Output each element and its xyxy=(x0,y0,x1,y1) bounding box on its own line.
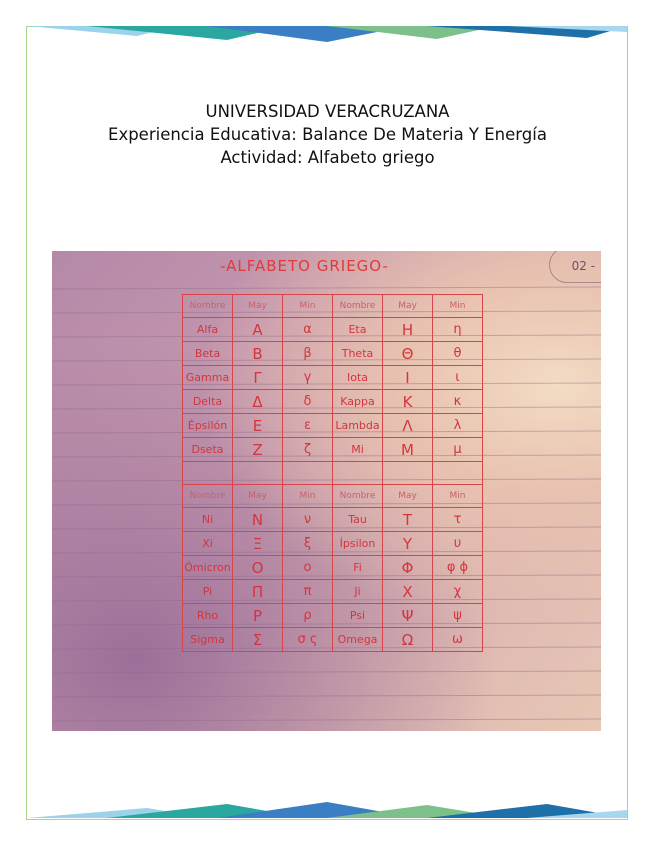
university-name: UNIVERSIDAD VERACRUZANA xyxy=(205,102,450,121)
column-header: May xyxy=(233,295,283,318)
uppercase-letter: N xyxy=(233,508,283,532)
uppercase-letter: Π xyxy=(233,580,283,604)
uppercase-letter: Γ xyxy=(233,366,283,390)
letter-name: Épsilón xyxy=(183,414,233,438)
table-gap-row xyxy=(183,462,483,485)
letter-name: Delta xyxy=(183,390,233,414)
letter-name: Theta xyxy=(333,342,383,366)
uppercase-letter: I xyxy=(383,366,433,390)
greek-alphabet-table xyxy=(182,294,483,652)
letter-name: Beta xyxy=(183,342,233,366)
uppercase-letter: B xyxy=(233,342,283,366)
uppercase-letter: Ψ xyxy=(383,604,433,628)
lowercase-letter: ρ xyxy=(283,604,333,628)
column-header: Min xyxy=(433,295,483,318)
empty-cell xyxy=(283,462,333,485)
lowercase-letter: ι xyxy=(433,366,483,390)
table-row xyxy=(183,342,483,366)
lowercase-letter: χ xyxy=(433,580,483,604)
letter-name: Dseta xyxy=(183,438,233,462)
table-row xyxy=(183,438,483,462)
column-header: May xyxy=(383,485,433,508)
table-row xyxy=(183,604,483,628)
letter-name: Sigma xyxy=(183,628,233,652)
uppercase-letter: Φ xyxy=(383,556,433,580)
column-header: Min xyxy=(433,485,483,508)
column-header: May xyxy=(383,295,433,318)
letter-name: Ípsilon xyxy=(333,532,383,556)
letter-name: Rho xyxy=(183,604,233,628)
table-row xyxy=(183,508,483,532)
sheet-title: -ALFABETO GRIEGO- xyxy=(220,257,389,275)
lowercase-letter: ξ xyxy=(283,532,333,556)
letter-name: Gamma xyxy=(183,366,233,390)
letter-name: Xi xyxy=(183,532,233,556)
letter-name: Ji xyxy=(333,580,383,604)
empty-cell xyxy=(333,462,383,485)
lowercase-letter: τ xyxy=(433,508,483,532)
uppercase-letter: K xyxy=(383,390,433,414)
table-row xyxy=(183,414,483,438)
uppercase-letter: Δ xyxy=(233,390,283,414)
letter-name: Alfa xyxy=(183,318,233,342)
lowercase-letter: α xyxy=(283,318,333,342)
column-header: Min xyxy=(283,295,333,318)
uppercase-letter: O xyxy=(233,556,283,580)
table-row xyxy=(183,556,483,580)
lowercase-letter: λ xyxy=(433,414,483,438)
letter-name: Ómicron xyxy=(183,556,233,580)
uppercase-letter: A xyxy=(233,318,283,342)
lowercase-letter: ψ xyxy=(433,604,483,628)
table-row xyxy=(183,628,483,652)
table-row xyxy=(183,580,483,604)
column-header: Nombre xyxy=(333,485,383,508)
lowercase-letter: δ xyxy=(283,390,333,414)
lowercase-letter: π xyxy=(283,580,333,604)
lowercase-letter: ω xyxy=(433,628,483,652)
top-header-row xyxy=(183,295,483,318)
column-header: May xyxy=(233,485,283,508)
letter-name: Mi xyxy=(333,438,383,462)
page-number: 02 - xyxy=(571,259,595,273)
column-header: Nombre xyxy=(333,295,383,318)
column-header: Min xyxy=(283,485,333,508)
document-header xyxy=(0,100,655,169)
letter-name: Tau xyxy=(333,508,383,532)
letter-name: Lambda xyxy=(333,414,383,438)
empty-cell xyxy=(183,462,233,485)
uppercase-letter: Z xyxy=(233,438,283,462)
table-row xyxy=(183,390,483,414)
lowercase-letter: σ ς xyxy=(283,628,333,652)
empty-cell xyxy=(233,462,283,485)
letter-name: Pi xyxy=(183,580,233,604)
column-header: Nombre xyxy=(183,295,233,318)
empty-cell xyxy=(383,462,433,485)
uppercase-letter: Y xyxy=(383,532,433,556)
uppercase-letter: M xyxy=(383,438,433,462)
notebook-photo xyxy=(52,251,601,731)
uppercase-letter: H xyxy=(383,318,433,342)
uppercase-letter: X xyxy=(383,580,433,604)
letter-name: Ni xyxy=(183,508,233,532)
uppercase-letter: Σ xyxy=(233,628,283,652)
bottom-header-row xyxy=(183,485,483,508)
course-name: Experiencia Educativa: Balance De Materia Y Energía xyxy=(108,125,547,144)
lowercase-letter: μ xyxy=(433,438,483,462)
letter-name: Fi xyxy=(333,556,383,580)
table-row xyxy=(183,318,483,342)
lowercase-letter: φ ϕ xyxy=(433,556,483,580)
table-row xyxy=(183,366,483,390)
decorative-top-band xyxy=(27,26,627,44)
lowercase-letter: θ xyxy=(433,342,483,366)
column-header: Nombre xyxy=(183,485,233,508)
lowercase-letter: κ xyxy=(433,390,483,414)
uppercase-letter: Λ xyxy=(383,414,433,438)
decorative-bottom-band xyxy=(27,800,627,818)
lowercase-letter: ζ xyxy=(283,438,333,462)
table-row xyxy=(183,532,483,556)
letter-name: Psi xyxy=(333,604,383,628)
letter-name: Omega xyxy=(333,628,383,652)
activity-name: Actividad: Alfabeto griego xyxy=(220,148,435,167)
uppercase-letter: E xyxy=(233,414,283,438)
lowercase-letter: υ xyxy=(433,532,483,556)
uppercase-letter: Ω xyxy=(383,628,433,652)
lowercase-letter: η xyxy=(433,318,483,342)
letter-name: Eta xyxy=(333,318,383,342)
uppercase-letter: P xyxy=(233,604,283,628)
lowercase-letter: o xyxy=(283,556,333,580)
uppercase-letter: Θ xyxy=(383,342,433,366)
uppercase-letter: T xyxy=(383,508,433,532)
letter-name: Iota xyxy=(333,366,383,390)
lowercase-letter: γ xyxy=(283,366,333,390)
lowercase-letter: β xyxy=(283,342,333,366)
empty-cell xyxy=(433,462,483,485)
letter-name: Kappa xyxy=(333,390,383,414)
uppercase-letter: Ξ xyxy=(233,532,283,556)
lowercase-letter: ε xyxy=(283,414,333,438)
lowercase-letter: ν xyxy=(283,508,333,532)
